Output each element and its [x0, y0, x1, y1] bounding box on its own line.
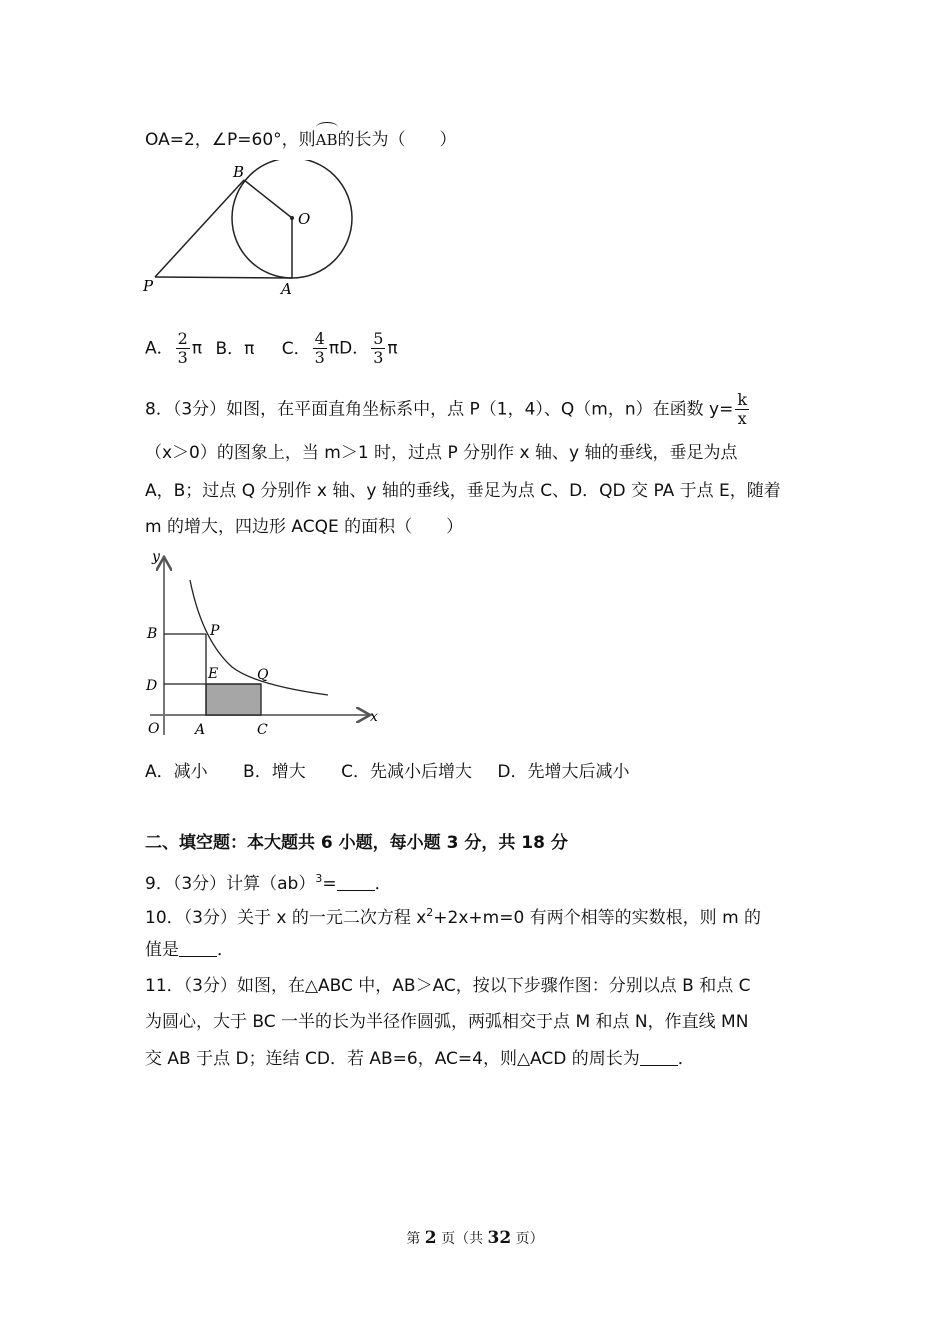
- q8-frac-den: x: [737, 409, 747, 428]
- q7-opt-d-den: 3: [373, 348, 384, 367]
- q7-label-p: P: [143, 277, 154, 295]
- q7-opt-a-pi: π: [191, 338, 203, 359]
- q10-line1: [145, 901, 761, 930]
- q11-line3-text: 交 AB 于点 D；连结 CD．若 AB=6，AC=4，则△ACD 的周长为: [145, 1049, 640, 1069]
- q11-blank[interactable]: [640, 1049, 678, 1066]
- q8-label-o: O: [148, 721, 160, 737]
- q7-opt-c-den: 3: [314, 348, 325, 367]
- q9-sup: 3: [315, 872, 323, 885]
- q9: [145, 867, 392, 896]
- q8-label-y: y: [152, 549, 160, 565]
- q9-end: ．: [374, 874, 392, 894]
- q10-end: ．: [217, 940, 234, 960]
- q8-opt-c: C．先减小后增大: [341, 762, 472, 782]
- q8-label-b: B: [147, 626, 158, 642]
- q10-line2: [145, 938, 234, 962]
- q7-line-pa: [155, 277, 292, 278]
- q8-label-p: P: [210, 623, 220, 639]
- q7-opt-a-num: 2: [177, 329, 188, 348]
- q8-line1: [145, 391, 751, 428]
- q8-label-q: Q: [257, 667, 269, 683]
- q7-opt-c-prefix: C．: [281, 338, 311, 359]
- q9-prefix: 9．（3分）计算（ab）: [145, 874, 316, 894]
- q11-line3: [145, 1047, 695, 1071]
- q7-line-ob: [244, 180, 292, 218]
- q8-line2: （x＞0）的图象上，当 m＞1 时，过点 P 分别作 x 轴、y 轴的垂线，垂足为点: [145, 443, 738, 463]
- q8-shaded-acqe: [206, 684, 261, 715]
- footer-mid: 页（共: [441, 1231, 484, 1247]
- q10-suffix: +2x+m=0 有两个相等的实数根，则 m 的: [433, 908, 762, 928]
- q8-options: [145, 760, 630, 784]
- q8-line4: m 的增大，四边形 ACQE 的面积（ ）: [145, 517, 464, 537]
- page-footer: [0, 1228, 950, 1248]
- q8-opt-a: A．减小: [145, 762, 208, 782]
- q7-opt-a-den: 3: [177, 348, 188, 367]
- footer-pre: 第: [406, 1231, 421, 1247]
- q8-label-c: C: [257, 722, 268, 738]
- q8-line3: A，B；过点 Q 分别作 x 轴、y 轴的垂线，垂足为点 C、D．QD 交 PA 于点 E，随着: [145, 481, 781, 501]
- q7-opt-d-frac: [371, 330, 385, 367]
- footer-total-pages: 32: [487, 1228, 512, 1248]
- q8-label-d: D: [146, 678, 158, 694]
- q7-opt-c-num: 4: [314, 329, 325, 348]
- q8-label-x: x: [370, 709, 378, 725]
- q10-blank[interactable]: [179, 940, 217, 957]
- q7-opt-d-prefix: D．: [339, 338, 370, 359]
- q8-opt-d: D．先增大后减小: [497, 762, 630, 782]
- q7-opt-a-prefix: A．: [145, 338, 174, 359]
- q9-suffix: =: [322, 874, 337, 894]
- q7-stem: [145, 124, 457, 152]
- footer-post: 页）: [515, 1231, 544, 1247]
- q8-frac-num: k: [737, 390, 748, 409]
- q8-label-a: A: [195, 722, 206, 738]
- q11-end: ．: [677, 1049, 695, 1069]
- q10-sup: 2: [426, 906, 434, 919]
- q7-opt-c-frac: [313, 330, 327, 367]
- q7-opt-c-pi: π: [328, 338, 340, 359]
- arc-ab: AB: [316, 124, 338, 152]
- q7-options: [145, 330, 398, 367]
- q11-line2: 为圆心，大于 BC 一半的长为半径作圆弧，两弧相交于点 M 和点 N，作直线 MN: [145, 1012, 749, 1032]
- q7-label-a: A: [281, 280, 292, 298]
- q7-opt-b: B．π: [215, 338, 255, 359]
- q7-label-o: O: [298, 210, 311, 228]
- q8-line1-text: 8．（3分）如图，在平面直角坐标系中，点 P（1，4）、Q（m，n）在函数 y=: [145, 399, 734, 420]
- q10-line2-text: 值是: [145, 940, 179, 960]
- q7-opt-a-frac: [176, 330, 190, 367]
- q8-frac: [735, 391, 749, 428]
- q10-prefix: 10．（3分）关于 x 的一元二次方程 x: [145, 908, 427, 928]
- q8-opt-b: B．增大: [243, 762, 306, 782]
- q7-stem-suffix: 的长为（ ）: [337, 130, 457, 150]
- q7-opt-d-num: 5: [373, 329, 384, 348]
- q7-label-b: B: [233, 163, 245, 181]
- q9-blank[interactable]: [337, 874, 375, 891]
- q7-opt-d-pi: π: [387, 338, 398, 359]
- q8-figure: [140, 545, 390, 745]
- footer-page-number: 2: [424, 1228, 437, 1248]
- q7-stem-prefix: OA=2，∠P=60°，则: [145, 130, 316, 150]
- q7-center-dot: [290, 216, 294, 220]
- section2-title: 二、填空题：本大题共 6 小题，每小题 3 分，共 18 分: [145, 833, 568, 853]
- q7-line-pb: [155, 180, 244, 277]
- q8-label-e: E: [208, 666, 219, 682]
- q7-figure: [135, 160, 365, 300]
- q11-line1: 11．（3分）如图，在△ABC 中，AB＞AC，按以下步骤作图：分别以点 B 和点 C: [145, 976, 751, 996]
